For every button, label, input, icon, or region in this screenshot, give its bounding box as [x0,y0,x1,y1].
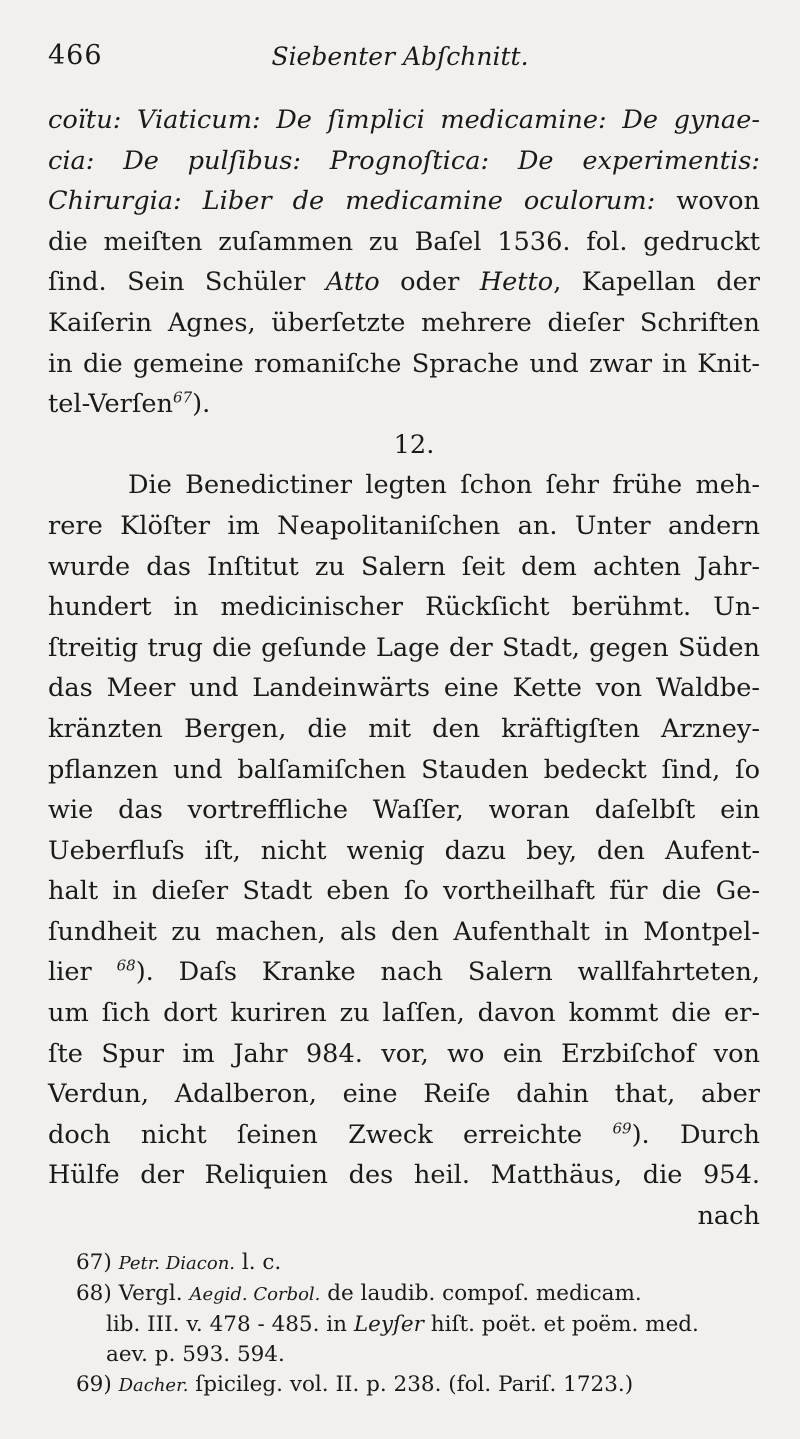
text-line: ſte Spur im Jahr 984. vor, wo ein Erzbiſchof von [48,1038,760,1069]
text-line: halt in dieſer Stadt eben ſo vortheilhaft für die Ge- [48,876,760,907]
footnote-text: ſpicileg. vol. II. p. 238. (fol. Pariſ. 1723.) [188,1372,634,1397]
text-line: cia: De pulſibus: Prognoſtica: De experimentis: [48,145,760,176]
text-span: ). [192,389,211,420]
footnote-text: de laudib. compoſ. medicam. [320,1281,642,1306]
text-span: lier [48,957,117,988]
text-span: Atto [325,267,380,298]
footnote-text: lib. III. v. 478 - 485. in [106,1312,354,1337]
text-line: coïtu: Viaticum: De ſimplici medicamine: De gynae- [48,105,760,135]
text-line: Kaiſerin Agnes, überſetzte mehrere dieſer Schriften [48,307,760,338]
footnote-ref: 69 [612,1119,632,1138]
section-number: 12. [393,429,435,460]
text-span: Hetto [479,267,554,298]
text-span: doch nicht ſeinen Zweck erreichte [48,1119,613,1150]
text-line: ſundheit zu machen, als den Aufenthalt in Montpel- [48,916,760,947]
text-line: hundert in medicinischer Rückſicht berühmt. Un- [48,592,760,623]
footnote-text: hiſt. poët. et poëm. med. [423,1312,699,1337]
footnote-67 [76,1248,760,1279]
text-span: oder [379,267,480,298]
main-text [48,100,760,1237]
footnote-68 [76,1279,760,1310]
footnote-number: 67) [76,1250,119,1275]
text-line: Hülfe der Reliquien des heil. Matthäus, die 954. [48,1160,760,1191]
footnote-ref: 68 [116,956,136,975]
text-line [48,262,760,303]
text-line: um ſich dort kuriren zu laſſen, davon kommt die er- [48,998,760,1029]
text-span: ). Daſs Kranke nach Salern wallfahrteten, [135,957,760,988]
text-line: rere Klöſter im Neapolitaniſchen an. Unter andern [48,510,760,541]
text-span: wovon [655,186,760,217]
text-line: ſtreitig trug die geſunde Lage der Stadt, gegen Süden [48,632,760,663]
text-line: wurde das Inſtitut zu Salern ſeit dem achten Jahr- [48,551,760,582]
footnote-number: 68) Vergl. [76,1281,190,1306]
text-line: Verdun, Adalberon, eine Reiſe dahin that, aber [48,1079,760,1110]
text-line [48,952,760,993]
text-line [48,1115,760,1156]
text-line [48,384,760,425]
footnote-text: l. c. [235,1250,282,1275]
text-span: ). Durch [631,1119,760,1150]
text-span: , Kapellan der [553,267,760,298]
text-line [48,181,760,222]
text-line: in die gemeine romaniſche Sprache und zwar in Knit- [48,348,760,379]
footnote-citation: Leyſer [353,1312,424,1337]
page-header [48,40,752,88]
footnote-68-cont: aev. p. 593. 594. [106,1342,285,1367]
text-line: das Meer und Landeinwärts eine Kette von Waldbe- [48,673,760,704]
text-line: Die Benedictiner legten ſchon ſehr frühe meh- [128,470,760,501]
text-line: die meiſten zuſammen zu Baſel 1536. fol. gedruckt [48,226,760,257]
footnote-68-cont [76,1310,760,1340]
catchword: nach [697,1201,760,1232]
footnote-citation: Petr. Diacon. [118,1253,236,1274]
text-line: pflanzen und balſamiſchen Stauden bedeckt ſind, ſo [48,754,760,785]
page-number: 466 [48,40,103,71]
footnote-citation: Dacher. [118,1375,189,1396]
text-line: Ueberfluſs iſt, nicht wenig dazu bey, den Aufent- [48,835,760,866]
text-span: Chirurgia: Liber de medicamine oculorum: [48,186,656,217]
text-line: kränzten Bergen, die mit den kräftigſten Arzney- [48,713,760,744]
running-head: Siebenter Abſchnitt. [271,42,529,71]
footnote-citation: Aegid. Corbol. [189,1284,321,1305]
text-span: tel-Verſen [48,389,174,420]
text-span: ſind. Sein Schüler [48,267,326,298]
footnote-69 [76,1370,760,1401]
footnote-ref: 67 [173,388,193,407]
footnotes [76,1248,760,1401]
text-line: wie das vortreffliche Waſſer, woran daſelbſt ein [48,795,760,826]
footnote-number: 69) [76,1372,119,1397]
